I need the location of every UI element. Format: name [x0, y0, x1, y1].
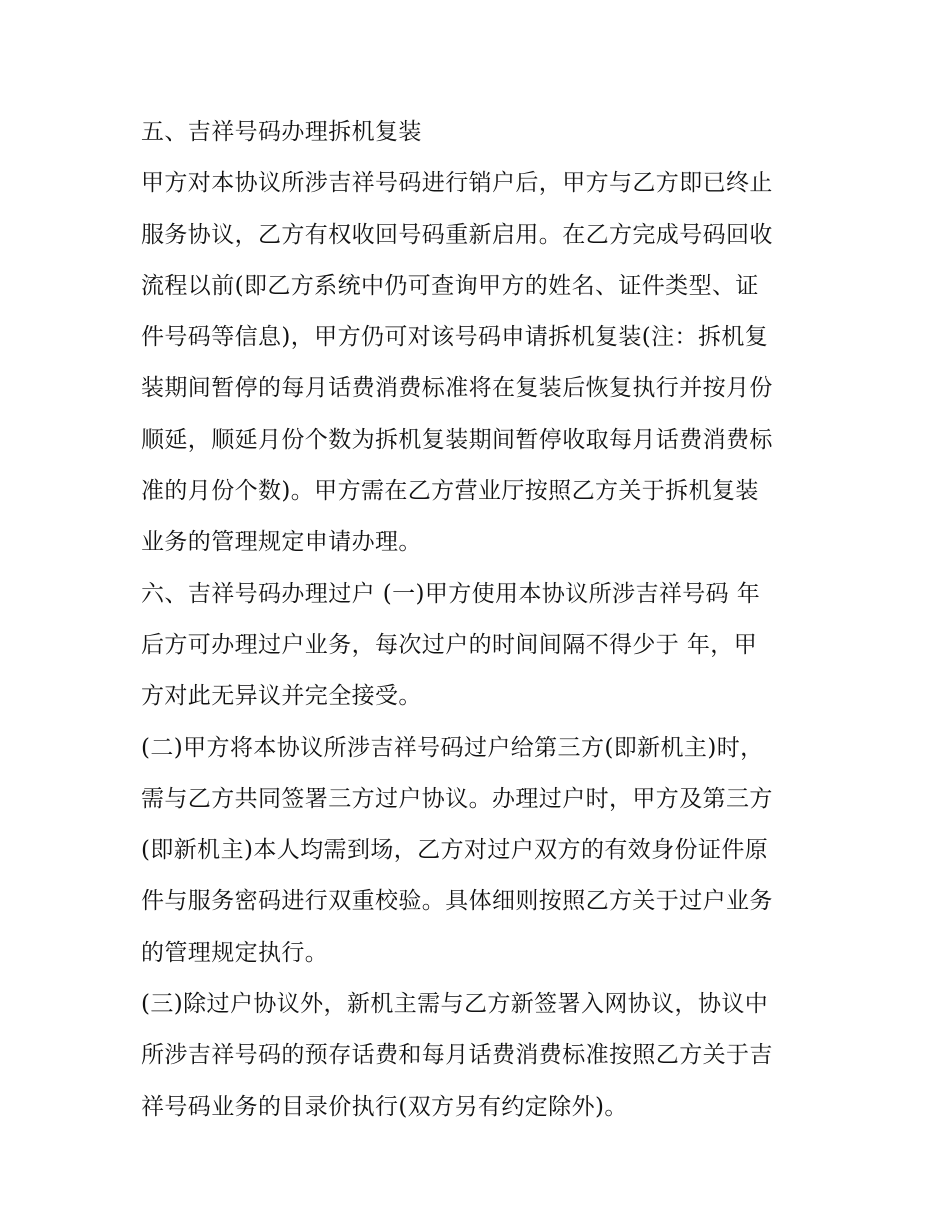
text-line: 流程以前(即乙方系统中仍可查询甲方的姓名、证件类型、证 [141, 272, 759, 299]
text-line: (即新机主)本人均需到场，乙方对过户双方的有效身份证件原 [141, 837, 769, 864]
text-line: 祥号码业务的目录价执行(双方另有约定除外)。 [141, 1093, 628, 1120]
text-line: 所涉吉祥号码的预存话费和每月话费消费标准按照乙方关于吉 [141, 1042, 773, 1069]
text-line: 需与乙方共同签署三方过户协议。办理过户时，甲方及第三方 [141, 785, 773, 812]
text-line: 服务协议，乙方有权收回号码重新启用。在乙方完成号码回收 [141, 221, 773, 248]
clause-two-line: (二)甲方将本协议所涉吉祥号码过户给第三方(即新机主)时， [141, 734, 764, 761]
text-line: 准的月份个数)。甲方需在乙方营业厅按照乙方关于拆机复装 [141, 478, 759, 505]
text-line: 件号码等信息)，甲方仍可对该号码申请拆机复装(注：拆机复 [141, 324, 769, 351]
text-line: 顺延，顺延月份个数为拆机复装期间暂停收取每月话费消费标 [141, 426, 773, 453]
text-line: 方对此无异议并完全接受。 [141, 683, 422, 710]
section-heading-five: 五、吉祥号码办理拆机复装 [141, 119, 422, 145]
text-line: 业务的管理规定申请办理。 [141, 529, 422, 556]
text-line: 的管理规定执行。 [141, 939, 329, 966]
text-line: 后方可办理过户业务，每次过户的时间间隔不得少于 年，甲 [141, 631, 758, 658]
text-line: 甲方对本协议所涉吉祥号码进行销户后，甲方与乙方即已终止 [141, 170, 773, 197]
text-line: 件与服务密码进行双重校验。具体细则按照乙方关于过户业务 [141, 888, 773, 915]
clause-three-line: (三)除过户协议外，新机主需与乙方新签署入网协议，协议中 [141, 991, 769, 1018]
section-heading-six: 六、吉祥号码办理过户 (一)甲方使用本协议所涉吉祥号码 年 [141, 580, 761, 607]
text-line: 装期间暂停的每月话费消费标准将在复装后恢复执行并按月份 [141, 375, 773, 402]
document-body [141, 107, 816, 1133]
